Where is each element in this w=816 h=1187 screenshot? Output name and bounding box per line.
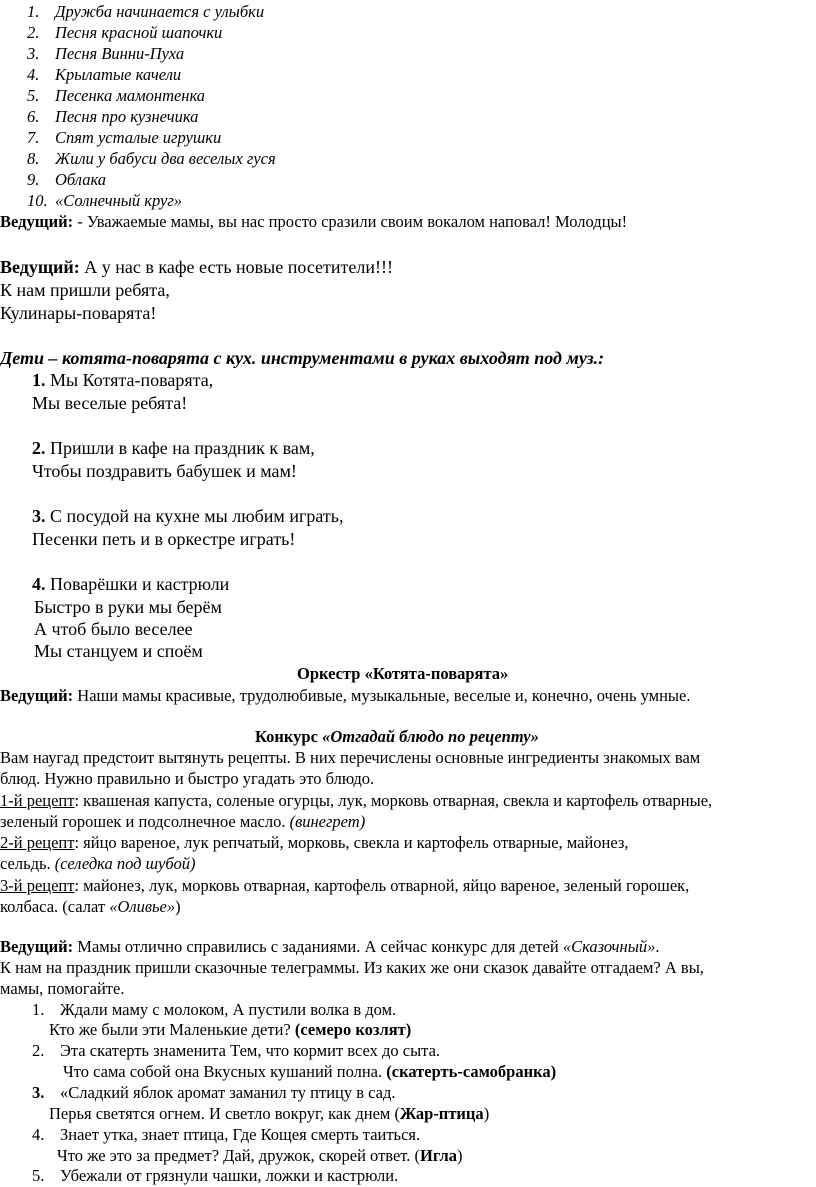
song-title: Песня Винни-Пуха — [55, 44, 185, 63]
list-number: 10. — [27, 191, 48, 210]
list-number: 2. — [32, 1041, 45, 1060]
recipe-label: 3-й рецепт — [0, 876, 75, 895]
song-item — [27, 170, 106, 190]
verse-line: А чтоб было веселее — [34, 619, 193, 639]
recipe-text: : квашеная капуста, соленые огурцы, лук, морковь отварная, свекла и картофель отварные, — [74, 791, 713, 810]
recipe-text: колбаса. (салат — [0, 897, 110, 916]
riddle-line — [49, 1104, 489, 1124]
song-item — [27, 149, 276, 169]
verse-line: Мы веселые ребята! — [32, 393, 188, 413]
verse-line: Чтобы поздравить бабушек и мам! — [32, 461, 297, 481]
host-remark — [0, 937, 660, 957]
riddle-item — [32, 1166, 398, 1186]
verse-text: Поварёшки и кастрюли — [45, 574, 230, 594]
list-number: 4. — [27, 65, 40, 84]
section-title — [255, 727, 539, 747]
remark-line: Кулинары-поварята! — [0, 303, 157, 323]
song-title: Крылатые качели — [55, 65, 182, 84]
remark-text: Мамы отлично справились с заданиями. А сейчас конкурс для детей — [73, 937, 563, 956]
song-item — [27, 2, 264, 22]
riddle-line — [63, 1062, 556, 1082]
song-item — [27, 107, 198, 127]
verse-text: Пришли в кафе на праздник к вам, — [45, 438, 315, 458]
verse-number: 4. — [32, 574, 46, 594]
verse-number: 2. — [32, 438, 46, 458]
recipe-answer: (селедка под шубой) — [54, 854, 196, 873]
song-title: Жили у бабуси два веселых гуся — [55, 149, 276, 168]
riddle-text: Убежали от грязнули чашки, ложки и кастрюли. — [60, 1166, 399, 1185]
riddle-answer: (семеро козлят) — [294, 1020, 412, 1039]
verse-text: С посудой на кухне мы любим играть, — [45, 506, 344, 526]
list-number: 1. — [27, 2, 40, 21]
recipe-text: ) — [175, 897, 181, 916]
paragraph-line: блюд. Нужно правильно и быстро угадать это блюдо. — [0, 769, 375, 788]
paragraph-line: мамы, помогайте. — [0, 979, 125, 998]
remark-line: К нам пришли ребята, — [0, 280, 170, 300]
list-number: 3. — [27, 44, 40, 63]
song-title: Облака — [55, 170, 107, 189]
verse-line: Мы станцуем и споём — [34, 641, 203, 661]
riddle-text: ) — [483, 1104, 490, 1123]
song-title: Песенка мамонтенка — [55, 86, 206, 105]
list-number: 5. — [32, 1166, 45, 1185]
riddle-answer: (скатерть-самобранка) — [386, 1062, 557, 1081]
contest-name: «Сказочный» — [562, 937, 656, 956]
recipe-line — [0, 791, 712, 811]
host-remark — [0, 686, 690, 706]
recipe-text: зеленый горошек и подсолнечное масло. — [0, 812, 290, 831]
verse-line — [32, 573, 229, 595]
song-title: Песня красной шапочки — [55, 23, 223, 42]
song-item — [27, 128, 221, 148]
riddle-text: Кто же были эти Маленькие дети? — [49, 1020, 295, 1039]
song-title: «Солнечный круг» — [55, 191, 183, 210]
paragraph-line: Вам наугад предстоит вытянуть рецепты. В них перечислены основные ингредиенты знакомых вам — [0, 748, 701, 767]
riddle-text: Ждали маму с молоком, А пустили волка в дом. — [60, 1000, 397, 1019]
riddle-text: «Сладкий яблок аромат заманил ту птицу в сад. — [60, 1083, 396, 1102]
song-item — [27, 44, 184, 64]
recipe-line — [0, 833, 629, 853]
recipe-label: 2-й рецепт — [0, 833, 75, 852]
list-number: 2. — [27, 23, 40, 42]
riddle-line — [57, 1146, 463, 1166]
song-item — [27, 65, 181, 85]
speaker-label: Ведущий: — [0, 212, 74, 231]
remark-text: А у нас в кафе есть новые посетители!!! — [79, 257, 393, 277]
recipe-line — [0, 876, 689, 896]
recipe-answer: (винегрет) — [289, 812, 366, 831]
riddle-text: Что же это за предмет? Дай, дружок, скорей ответ. ( — [57, 1146, 421, 1165]
stage-direction: Дети – котята-поварята с кух. инструментами в руках выходят под муз.: — [0, 348, 605, 368]
riddle-text: Что сама собой она Вкусных кушаний полна. — [63, 1062, 387, 1081]
song-title: Дружба начинается с улыбки — [55, 2, 265, 21]
song-title: Песня про кузнечика — [55, 107, 199, 126]
recipe-line — [0, 812, 365, 832]
list-number: 8. — [27, 149, 40, 168]
riddle-answer: Жар-птица — [399, 1104, 484, 1123]
verse-line — [32, 437, 315, 459]
song-item — [27, 191, 182, 211]
riddle-item — [32, 1083, 396, 1103]
verse-line — [32, 369, 213, 391]
list-number: 1. — [32, 1000, 45, 1019]
riddle-text: Эта скатерть знаменита Тем, что кормит всех до сыта. — [60, 1041, 441, 1060]
verse-number: 3. — [32, 506, 46, 526]
recipe-text: : яйцо вареное, лук репчатый, морковь, свекла и картофель отварные, майонез, — [74, 833, 629, 852]
contest-name: «Отгадай блюдо по рецепту» — [322, 727, 539, 746]
remark-text: . — [655, 937, 660, 956]
verse-line: Быстро в руки мы берём — [34, 597, 222, 617]
song-item — [27, 23, 222, 43]
speaker-label: Ведущий: — [0, 937, 74, 956]
paragraph-line: К нам на праздник пришли сказочные телеграммы. Из каких же они сказок давайте отгадаем? А вы, — [0, 958, 704, 977]
host-remark — [0, 256, 393, 278]
song-item — [27, 86, 205, 106]
riddle-answer: Игла — [420, 1146, 458, 1165]
verse-line: Песенки петь и в оркестре играть! — [32, 529, 296, 549]
list-number: 9. — [27, 170, 40, 189]
list-number: 5. — [27, 86, 40, 105]
contest-word: Конкурс — [255, 727, 323, 746]
recipe-line — [0, 854, 195, 874]
song-title: Спят усталые игрушки — [55, 128, 222, 147]
riddle-item — [32, 1125, 420, 1145]
riddle-item — [32, 1041, 440, 1061]
riddle-text: Перья светятся огнем. И светло вокруг, как днем ( — [49, 1104, 400, 1123]
list-number: 3. — [32, 1083, 45, 1102]
riddle-text: Знает утка, знает птица, Где Кощея смерть таиться. — [60, 1125, 421, 1144]
speaker-label: Ведущий: — [0, 686, 74, 705]
recipe-answer: «Оливье» — [109, 897, 176, 916]
speaker-label: Ведущий: — [0, 257, 80, 277]
riddle-item — [32, 1000, 396, 1020]
section-title: Оркестр «Котята-поварята» — [297, 664, 509, 683]
host-remark — [0, 212, 627, 232]
recipe-text: : майонез, лук, морковь отварная, картофель отварной, яйцо вареное, зеленый горошек, — [74, 876, 690, 895]
list-number: 6. — [27, 107, 40, 126]
riddle-line — [49, 1020, 411, 1040]
recipe-line — [0, 897, 181, 917]
riddle-text: ) — [457, 1146, 463, 1165]
verse-number: 1. — [32, 370, 46, 390]
remark-text: - Уважаемые мамы, вы нас просто сразили своим вокалом наповал! Молодцы! — [73, 212, 628, 231]
recipe-label: 1-й рецепт — [0, 791, 75, 810]
list-number: 4. — [32, 1125, 45, 1144]
recipe-text: сельдь. — [0, 854, 55, 873]
verse-line — [32, 505, 343, 527]
remark-text: Наши мамы красивые, трудолюбивые, музыкальные, веселые и, конечно, очень умные. — [73, 686, 691, 705]
list-number: 7. — [27, 128, 40, 147]
verse-text: Мы Котята-поварята, — [45, 370, 214, 390]
